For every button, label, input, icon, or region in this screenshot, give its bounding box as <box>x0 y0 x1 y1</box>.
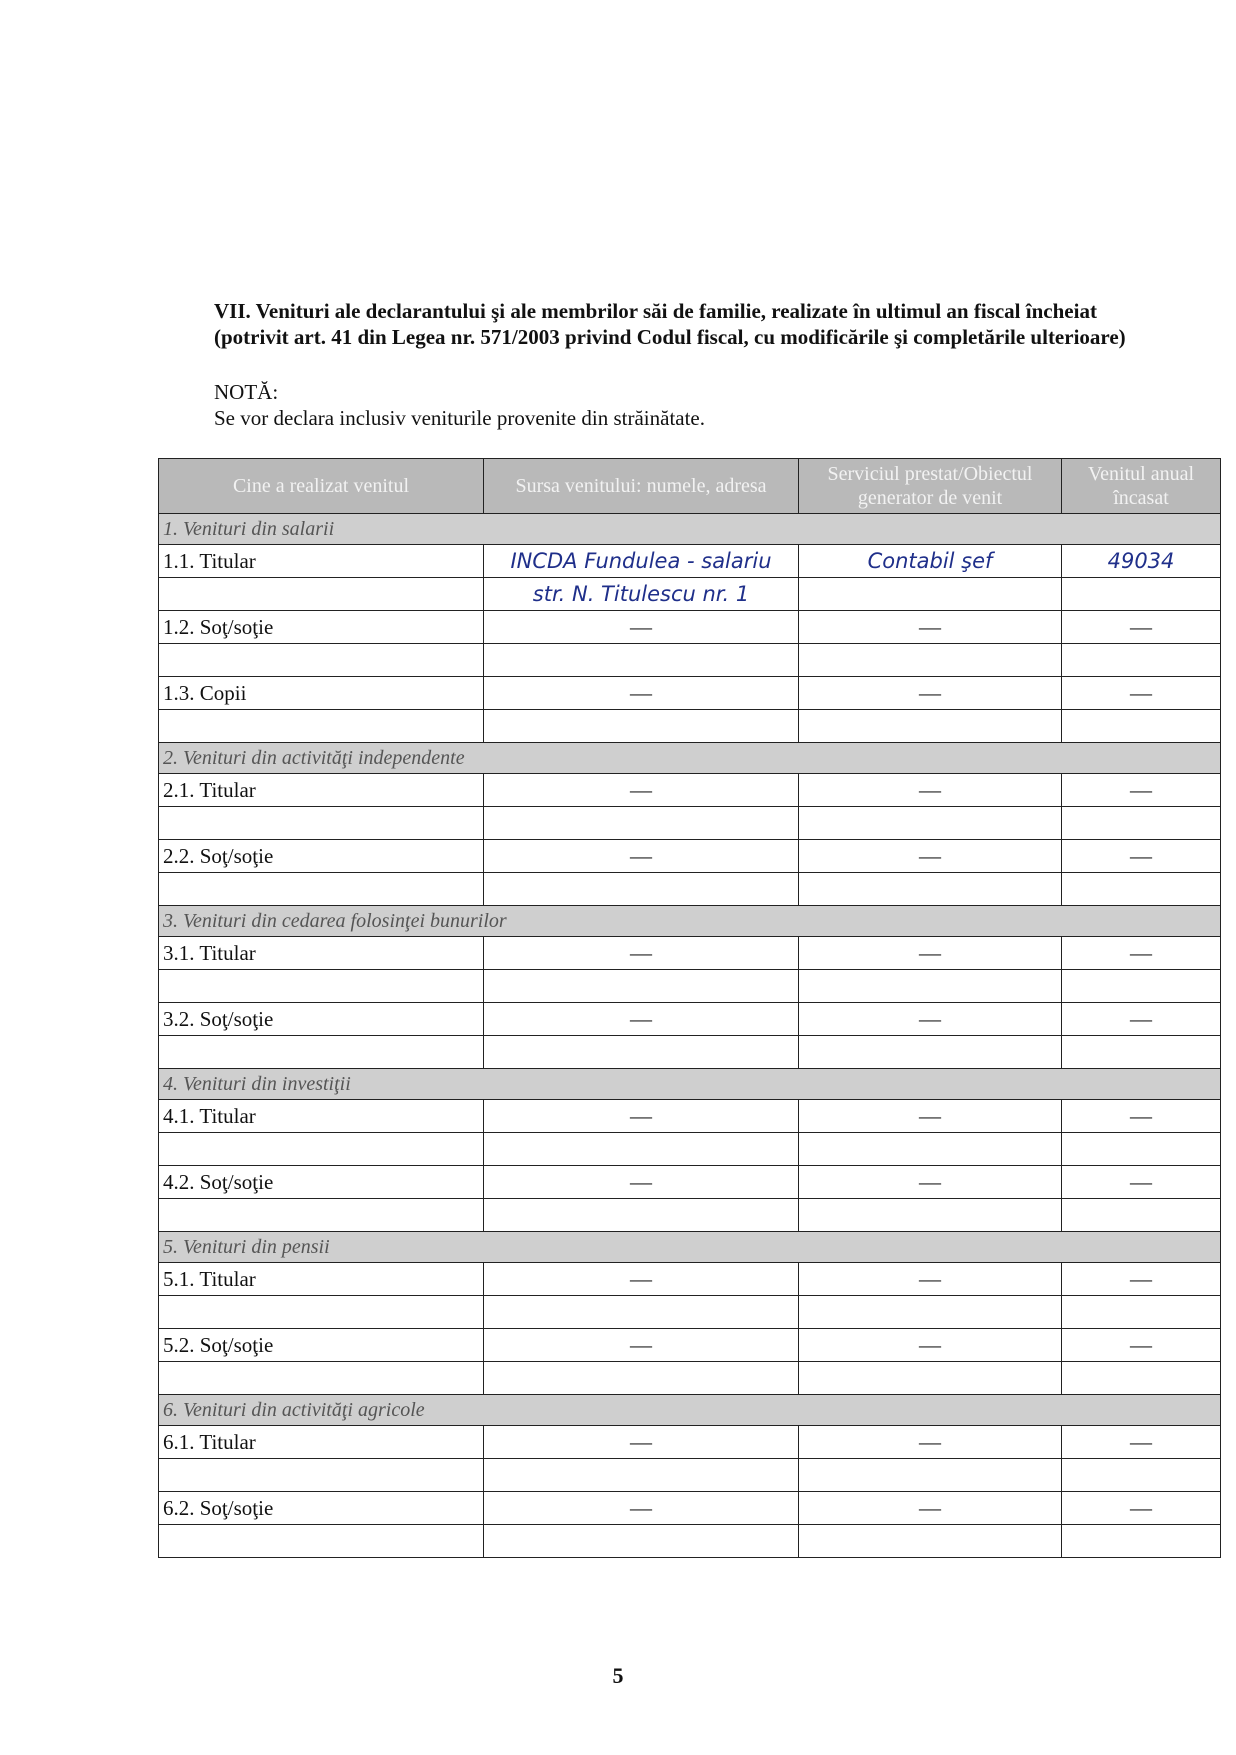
dash-mark: — <box>919 843 941 868</box>
section-title: 3. Venituri din cedarea folosinţei bunurilor <box>159 906 1221 937</box>
dash-mark: — <box>919 777 941 802</box>
table-row <box>159 710 1221 743</box>
service-cell <box>799 774 1062 807</box>
dash-mark: — <box>630 1006 652 1031</box>
section-row <box>159 514 1221 545</box>
service-cell <box>799 1100 1062 1133</box>
dash-mark: — <box>919 1103 941 1128</box>
amount-cell <box>1062 578 1221 611</box>
table-row <box>159 1100 1221 1133</box>
dash-mark: — <box>630 1332 652 1357</box>
section-title: 4. Venituri din investiţii <box>159 1069 1221 1100</box>
service-cell <box>799 1459 1062 1492</box>
amount-cell <box>1062 1296 1221 1329</box>
table-row <box>159 644 1221 677</box>
dash-mark: — <box>630 1266 652 1291</box>
income-table-body <box>159 514 1221 1558</box>
service-cell <box>799 1525 1062 1558</box>
row-label: 3.2. Soţ/soţie <box>159 1003 484 1036</box>
source-cell <box>484 644 799 677</box>
section-title: 1. Venituri din salarii <box>159 514 1221 545</box>
dash-mark: — <box>1130 843 1152 868</box>
table-row <box>159 1003 1221 1036</box>
service-cell <box>799 1296 1062 1329</box>
source-cell <box>484 1296 799 1329</box>
service-cell <box>799 710 1062 743</box>
amount-cell <box>1062 1199 1221 1232</box>
row-label <box>159 873 484 906</box>
table-row <box>159 1133 1221 1166</box>
source-cell <box>484 545 799 578</box>
dash-mark: — <box>919 680 941 705</box>
table-row <box>159 1263 1221 1296</box>
amount-cell <box>1062 545 1221 578</box>
row-label <box>159 1362 484 1395</box>
dash-mark: — <box>1130 614 1152 639</box>
source-cell <box>484 807 799 840</box>
header-source: Sursa venitului: numele, adresa <box>484 459 799 514</box>
dash-mark: — <box>630 614 652 639</box>
note <box>214 379 705 431</box>
section-row <box>159 906 1221 937</box>
header-amount: Venitul anual încasat <box>1062 459 1221 514</box>
table-row <box>159 1525 1221 1558</box>
dash-mark: — <box>919 1266 941 1291</box>
service-cell <box>799 1199 1062 1232</box>
header-service: Serviciul prestat/Obiectul generator de venit <box>799 459 1062 514</box>
service-cell <box>799 1492 1062 1525</box>
row-label <box>159 1199 484 1232</box>
row-label: 2.1. Titular <box>159 774 484 807</box>
service-cell <box>799 1133 1062 1166</box>
section-row <box>159 1069 1221 1100</box>
amount-cell <box>1062 1036 1221 1069</box>
amount-cell <box>1062 807 1221 840</box>
section-heading <box>214 298 1224 350</box>
dash-mark: — <box>919 1006 941 1031</box>
row-label <box>159 644 484 677</box>
amount-cell <box>1062 774 1221 807</box>
row-label: 6.2. Soţ/soţie <box>159 1492 484 1525</box>
service-cell <box>799 578 1062 611</box>
amount-cell <box>1062 1426 1221 1459</box>
dash-mark: — <box>630 1103 652 1128</box>
amount-cell <box>1062 1133 1221 1166</box>
row-label: 2.2. Soţ/soţie <box>159 840 484 873</box>
row-label: 1.3. Copii <box>159 677 484 710</box>
source-cell <box>484 710 799 743</box>
source-cell <box>484 677 799 710</box>
dash-mark: — <box>1130 1169 1152 1194</box>
amount-cell <box>1062 644 1221 677</box>
source-cell <box>484 1003 799 1036</box>
amount-cell <box>1062 1263 1221 1296</box>
note-text: Se vor declara inclusiv veniturile provenite din străinătate. <box>214 406 705 430</box>
dash-mark: — <box>1130 777 1152 802</box>
row-label: 1.2. Soţ/soţie <box>159 611 484 644</box>
service-cell <box>799 1362 1062 1395</box>
source-cell <box>484 937 799 970</box>
section-row <box>159 743 1221 774</box>
service-cell <box>799 840 1062 873</box>
dash-mark: — <box>630 940 652 965</box>
service-cell <box>799 937 1062 970</box>
dash-mark: — <box>630 843 652 868</box>
service-cell <box>799 970 1062 1003</box>
row-label: 3.1. Titular <box>159 937 484 970</box>
header-who: Cine a realizat venitul <box>159 459 484 514</box>
dash-mark: — <box>1130 1429 1152 1454</box>
dash-mark: — <box>1130 1332 1152 1357</box>
table-row <box>159 1166 1221 1199</box>
service-cell <box>799 644 1062 677</box>
table-row <box>159 840 1221 873</box>
row-label <box>159 1036 484 1069</box>
section-title: 5. Venituri din pensii <box>159 1232 1221 1263</box>
dash-mark: — <box>919 1495 941 1520</box>
service-cell <box>799 611 1062 644</box>
table-row <box>159 774 1221 807</box>
dash-mark: — <box>1130 1006 1152 1031</box>
source-cell <box>484 774 799 807</box>
amount-cell <box>1062 840 1221 873</box>
service-cell <box>799 1329 1062 1362</box>
source-cell <box>484 611 799 644</box>
table-row <box>159 677 1221 710</box>
amount-cell <box>1062 1525 1221 1558</box>
table-row <box>159 1459 1221 1492</box>
source-cell <box>484 578 799 611</box>
table-row <box>159 937 1221 970</box>
dash-mark: — <box>1130 940 1152 965</box>
source-cell <box>484 1036 799 1069</box>
amount-cell <box>1062 710 1221 743</box>
amount-cell <box>1062 873 1221 906</box>
dash-mark: — <box>919 1332 941 1357</box>
row-label <box>159 807 484 840</box>
dash-mark: — <box>919 1429 941 1454</box>
source-cell <box>484 1263 799 1296</box>
amount-cell <box>1062 1100 1221 1133</box>
handwritten-entry: str. N. Titulescu nr. 1 <box>532 581 750 606</box>
row-label: 1.1. Titular <box>159 545 484 578</box>
table-row <box>159 970 1221 1003</box>
section-row <box>159 1395 1221 1426</box>
service-cell <box>799 1263 1062 1296</box>
heading-line-1: VII. Venituri ale declarantului şi ale membrilor săi de familie, realizate în ultimul an fiscal încheiat <box>214 299 1097 323</box>
source-cell <box>484 1133 799 1166</box>
dash-mark: — <box>630 1169 652 1194</box>
amount-cell <box>1062 1166 1221 1199</box>
table-row <box>159 1296 1221 1329</box>
section-title: 2. Venituri din activităţi independente <box>159 743 1221 774</box>
row-label: 4.1. Titular <box>159 1100 484 1133</box>
service-cell <box>799 677 1062 710</box>
service-cell <box>799 1166 1062 1199</box>
handwritten-entry: INCDA Fundulea - salariu <box>510 548 772 573</box>
amount-cell <box>1062 1362 1221 1395</box>
table-row <box>159 1492 1221 1525</box>
amount-cell <box>1062 611 1221 644</box>
row-label <box>159 1133 484 1166</box>
dash-mark: — <box>1130 1266 1152 1291</box>
table-row <box>159 873 1221 906</box>
amount-cell <box>1062 1492 1221 1525</box>
header-row <box>159 459 1221 514</box>
handwritten-entry: Contabil şef <box>867 548 993 573</box>
source-cell <box>484 1166 799 1199</box>
source-cell <box>484 1329 799 1362</box>
source-cell <box>484 1492 799 1525</box>
handwritten-entry: 49034 <box>1107 548 1175 573</box>
table-row <box>159 1036 1221 1069</box>
dash-mark: — <box>630 777 652 802</box>
row-label: 6.1. Titular <box>159 1426 484 1459</box>
source-cell <box>484 1426 799 1459</box>
dash-mark: — <box>919 1169 941 1194</box>
income-table <box>158 458 1221 1558</box>
row-label <box>159 1525 484 1558</box>
amount-cell <box>1062 1003 1221 1036</box>
row-label <box>159 1459 484 1492</box>
table-row <box>159 807 1221 840</box>
table-row <box>159 578 1221 611</box>
service-cell <box>799 807 1062 840</box>
source-cell <box>484 970 799 1003</box>
source-cell <box>484 1362 799 1395</box>
heading-line-2: (potrivit art. 41 din Legea nr. 571/2003 privind Codul fiscal, cu modificările şi completările ulterioare) <box>214 325 1126 349</box>
row-label <box>159 970 484 1003</box>
table-row <box>159 1362 1221 1395</box>
source-cell <box>484 840 799 873</box>
dash-mark: — <box>1130 1495 1152 1520</box>
source-cell <box>484 1525 799 1558</box>
amount-cell <box>1062 677 1221 710</box>
page-number: 5 <box>612 1663 624 1688</box>
dash-mark: — <box>630 1429 652 1454</box>
dash-mark: — <box>919 614 941 639</box>
service-cell <box>799 545 1062 578</box>
amount-cell <box>1062 937 1221 970</box>
amount-cell <box>1062 970 1221 1003</box>
note-title: NOTĂ: <box>214 380 279 404</box>
table-row <box>159 611 1221 644</box>
source-cell <box>484 873 799 906</box>
dash-mark: — <box>1130 1103 1152 1128</box>
table-row <box>159 1426 1221 1459</box>
source-cell <box>484 1459 799 1492</box>
dash-mark: — <box>630 680 652 705</box>
table-row <box>159 545 1221 578</box>
amount-cell <box>1062 1329 1221 1362</box>
row-label: 5.1. Titular <box>159 1263 484 1296</box>
row-label: 4.2. Soţ/soţie <box>159 1166 484 1199</box>
dash-mark: — <box>1130 680 1152 705</box>
row-label <box>159 1296 484 1329</box>
table-row <box>159 1329 1221 1362</box>
amount-cell <box>1062 1459 1221 1492</box>
source-cell <box>484 1100 799 1133</box>
service-cell <box>799 1426 1062 1459</box>
service-cell <box>799 1036 1062 1069</box>
dash-mark: — <box>919 940 941 965</box>
section-row <box>159 1232 1221 1263</box>
table-row <box>159 1199 1221 1232</box>
service-cell <box>799 1003 1062 1036</box>
service-cell <box>799 873 1062 906</box>
section-title: 6. Venituri din activităţi agricole <box>159 1395 1221 1426</box>
row-label: 5.2. Soţ/soţie <box>159 1329 484 1362</box>
source-cell <box>484 1199 799 1232</box>
row-label <box>159 710 484 743</box>
row-label <box>159 578 484 611</box>
dash-mark: — <box>630 1495 652 1520</box>
